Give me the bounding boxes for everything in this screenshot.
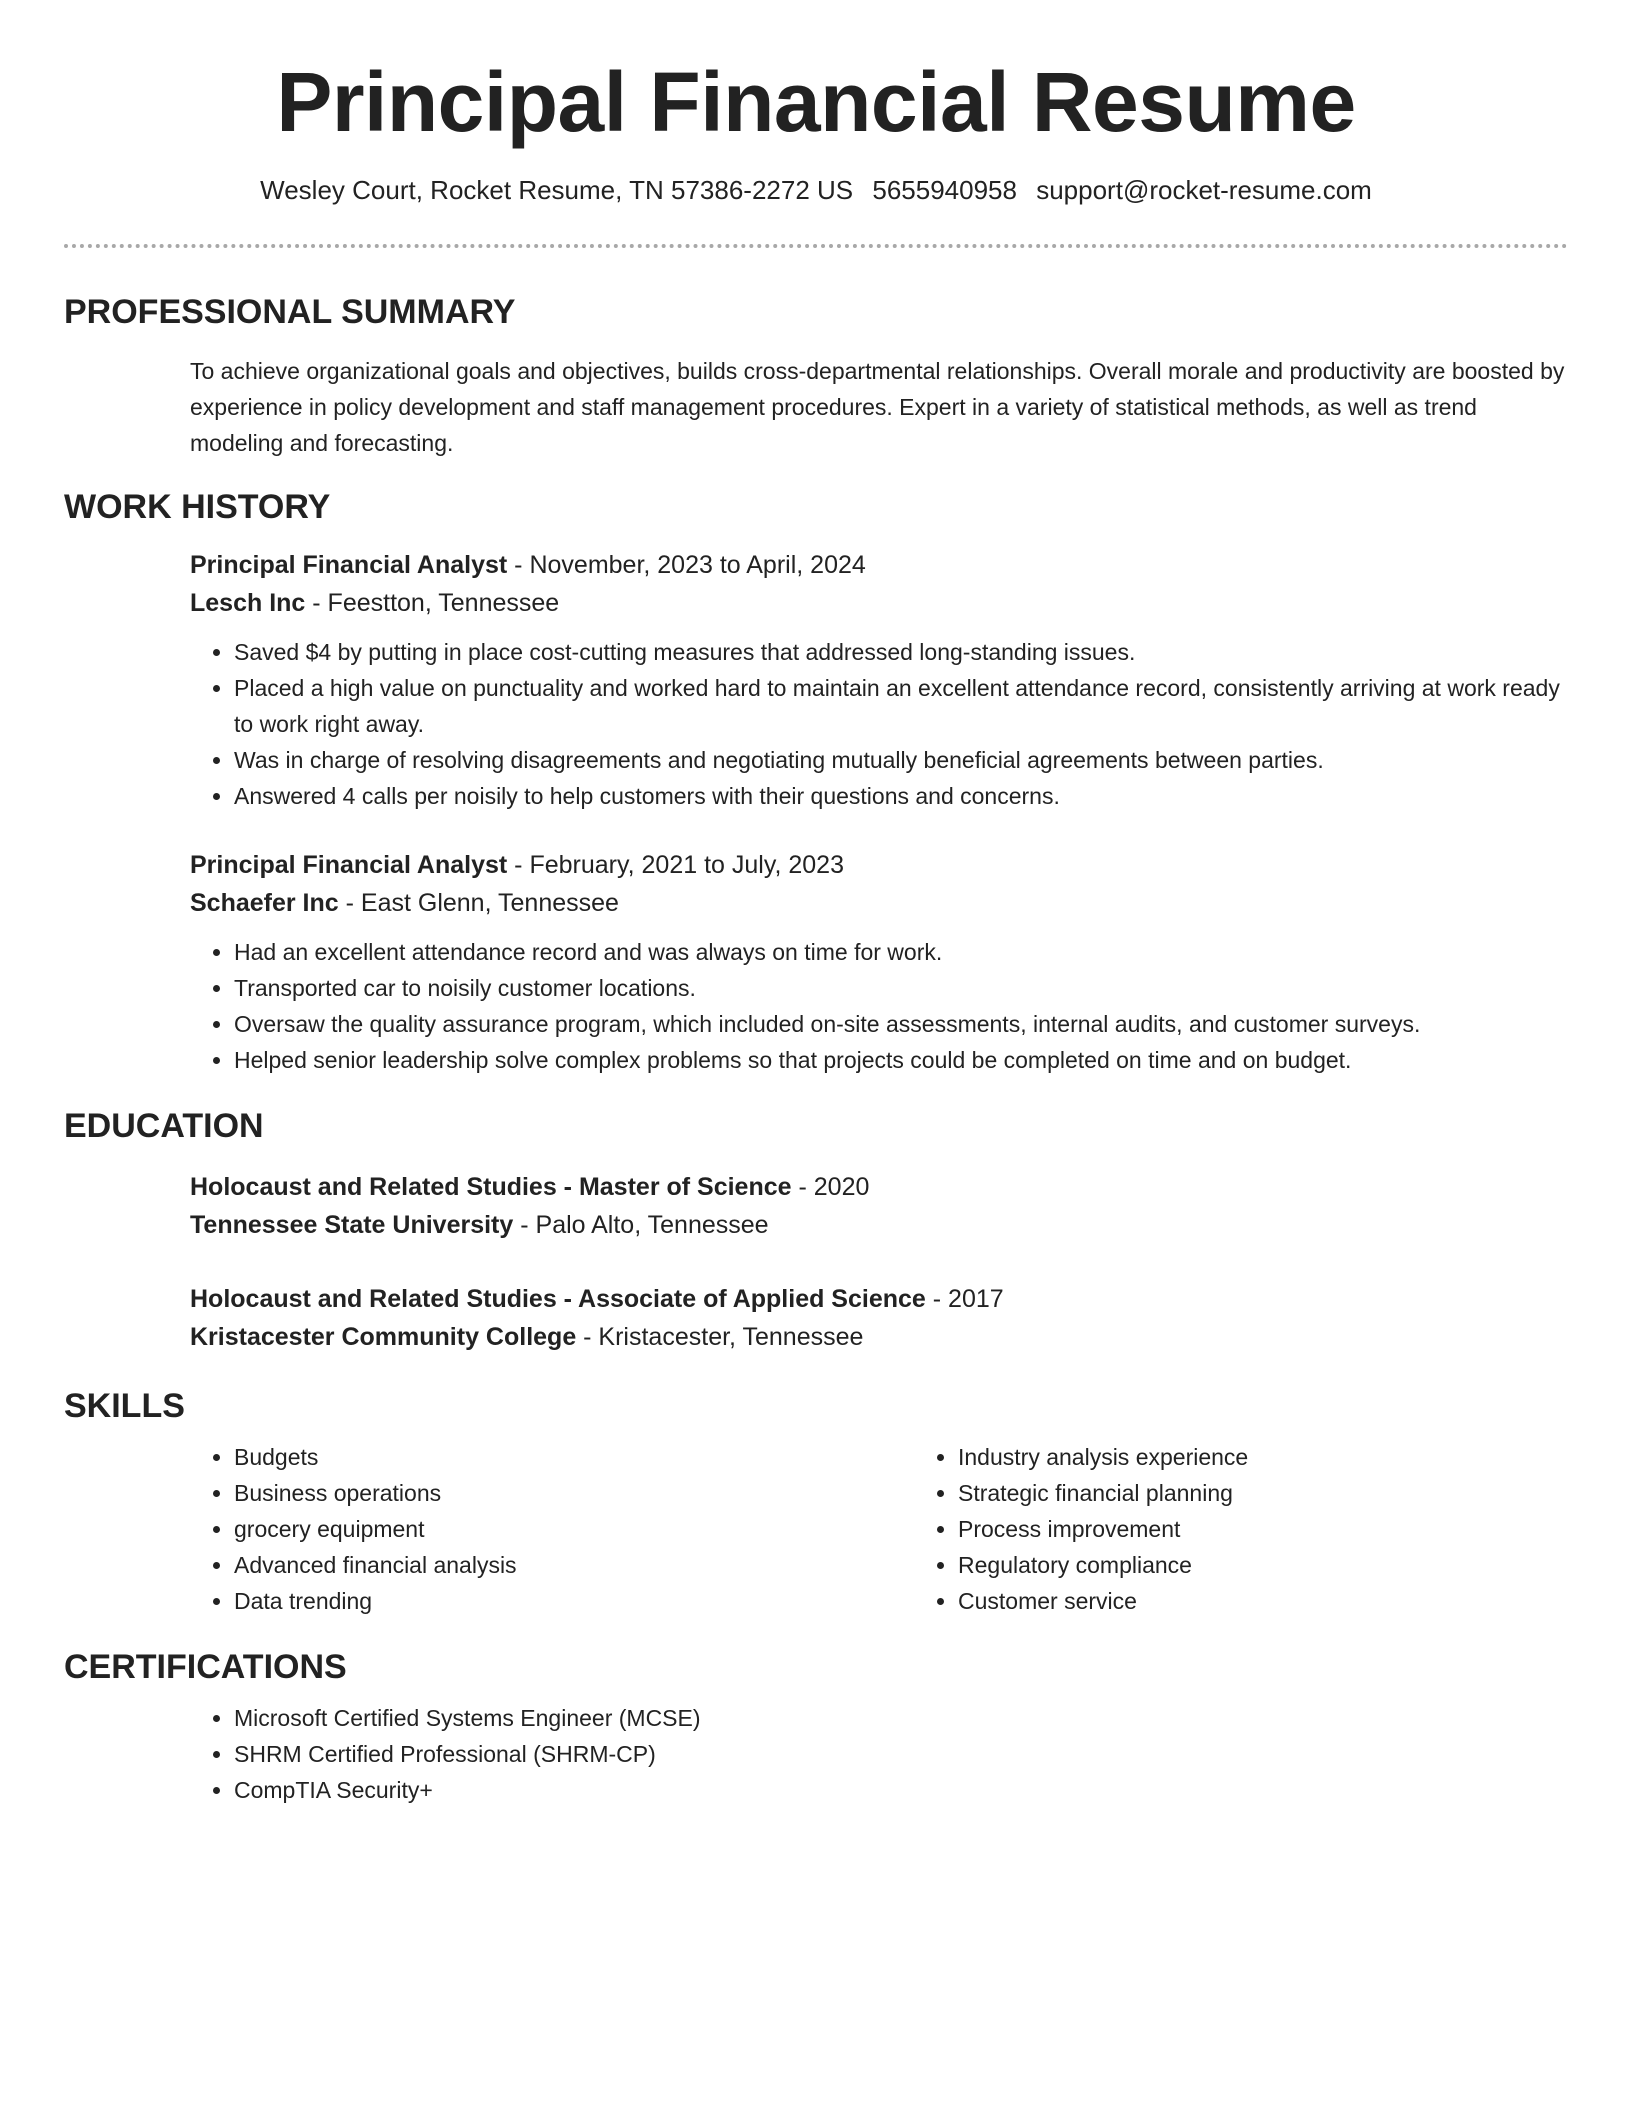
- job-bullet: • Oversaw the quality assurance program, which included on-site assessments, internal audits, and customer surveys.: [234, 1006, 1568, 1042]
- skill-item: • Regulatory compliance: [958, 1547, 1632, 1583]
- skill-item: • Process improvement: [958, 1511, 1632, 1547]
- job-title-line: [190, 546, 1568, 584]
- job-title: Principal Financial Analyst: [190, 850, 508, 879]
- education-school: Kristacester Community College: [190, 1323, 577, 1352]
- summary-section: [64, 292, 1568, 461]
- job-company: Schaefer Inc: [190, 888, 339, 917]
- education-school-line: [190, 1206, 1568, 1244]
- job-bullets: [190, 934, 1568, 1078]
- certification-item: • SHRM Certified Professional (SHRM-CP): [234, 1736, 1568, 1772]
- certifications-list: [190, 1700, 1568, 1808]
- job-entry: [190, 546, 1568, 814]
- education-school: Tennessee State University: [190, 1211, 514, 1240]
- education-location: - Palo Alto, Tennessee: [513, 1211, 769, 1240]
- job-bullet: • Was in charge of resolving disagreements and negotiating mutually beneficial agreements between parties.: [234, 742, 1568, 778]
- skill-item: • Budgets: [234, 1439, 914, 1475]
- education-school-line: [190, 1318, 1568, 1356]
- certification-item: • CompTIA Security+: [234, 1772, 1568, 1808]
- job-location: - East Glenn, Tennessee: [338, 888, 619, 917]
- job-bullet: • Saved $4 by putting in place cost-cutting measures that addressed long-standing issues.: [234, 634, 1568, 670]
- job-dates: - November, 2023 to April, 2024: [507, 550, 866, 579]
- skills-grid: [190, 1427, 1568, 1619]
- skill-item: • grocery equipment: [234, 1511, 914, 1547]
- job-location: - Feestton, Tennessee: [305, 588, 560, 617]
- work-history-section: [64, 487, 1568, 1078]
- education-entry: [190, 1280, 1568, 1356]
- education-section: [64, 1106, 1568, 1357]
- skill-item: • Business operations: [234, 1475, 914, 1511]
- skill-item: • Industry analysis experience: [958, 1439, 1632, 1475]
- skill-item: • Customer service: [958, 1583, 1632, 1619]
- skill-item: • Data trending: [234, 1583, 914, 1619]
- summary-text: To achieve organizational goals and objectives, builds cross-departmental relationships. Overall morale and productivity are boosted by experience in policy development and staff management procedures. Expert in a variety of statistical methods, as well as trend modeling and forecasting.: [190, 357, 1565, 456]
- job-title: Principal Financial Analyst: [190, 550, 508, 579]
- summary-heading: PROFESSIONAL SUMMARY: [64, 292, 516, 331]
- education-heading: EDUCATION: [64, 1106, 264, 1145]
- skill-item: • Advanced financial analysis: [234, 1547, 914, 1583]
- skills-section: [64, 1386, 1568, 1619]
- skills-list-right: [914, 1439, 1632, 1619]
- education-year: - 2017: [925, 1285, 1004, 1314]
- contact-info: [0, 174, 1632, 208]
- job-bullet: • Answered 4 calls per noisily to help customers with their questions and concerns.: [234, 778, 1568, 814]
- job-title-line: [190, 846, 1568, 884]
- job-dates: - February, 2021 to July, 2023: [507, 850, 844, 879]
- job-bullets: [190, 634, 1568, 814]
- job-bullet: • Helped senior leadership solve complex problems so that projects could be completed on time and on budget.: [234, 1042, 1568, 1078]
- education-degree: Holocaust and Related Studies - Associate of Applied Science: [190, 1285, 926, 1314]
- contact-email: support@rocket-resume.com: [1036, 175, 1372, 206]
- job-bullet: • Placed a high value on punctuality and worked hard to maintain an excellent attendance record, consistently arriving at work ready to work right away.: [234, 670, 1568, 742]
- education-degree-line: [190, 1280, 1568, 1318]
- job-company-line: [190, 884, 1568, 922]
- resume-title: Principal Financial Resume: [276, 55, 1356, 149]
- education-year: - 2020: [791, 1173, 870, 1202]
- job-company: Lesch Inc: [190, 588, 306, 617]
- education-location: - Kristacester, Tennessee: [576, 1323, 864, 1352]
- skill-item: • Strategic financial planning: [958, 1475, 1632, 1511]
- certification-item: • Microsoft Certified Systems Engineer (MCSE): [234, 1700, 1568, 1736]
- certifications-heading: CERTIFICATIONS: [64, 1648, 347, 1687]
- education-entry: [190, 1168, 1568, 1244]
- education-degree: Holocaust and Related Studies - Master of Science: [190, 1173, 792, 1202]
- job-company-line: [190, 584, 1568, 622]
- skills-heading: SKILLS: [64, 1387, 185, 1426]
- contact-phone: 5655940958: [872, 175, 1017, 206]
- contact-address: Wesley Court, Rocket Resume, TN 57386-2272 US: [260, 175, 854, 206]
- job-bullet: • Had an excellent attendance record and was always on time for work.: [234, 934, 1568, 970]
- education-degree-line: [190, 1168, 1568, 1206]
- certifications-section: [64, 1647, 1568, 1808]
- job-entry: [190, 846, 1568, 1078]
- header-divider: [64, 244, 1568, 248]
- work-history-heading: WORK HISTORY: [64, 487, 331, 526]
- job-bullet: • Transported car to noisily customer locations.: [234, 970, 1568, 1006]
- skills-list-left: [190, 1439, 914, 1619]
